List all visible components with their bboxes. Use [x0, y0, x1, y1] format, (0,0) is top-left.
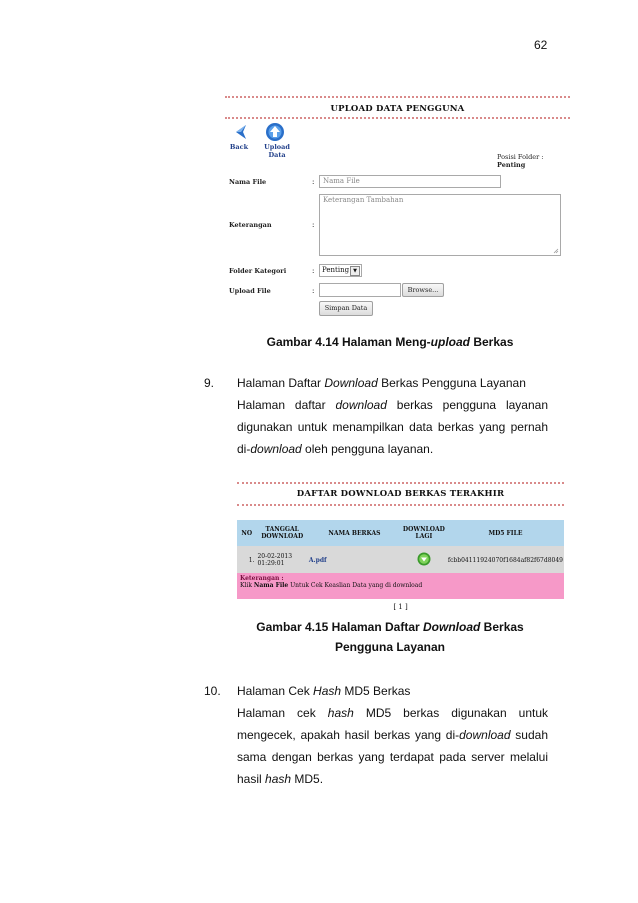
download-list-title: DAFTAR DOWNLOAD BERKAS TERAKHIR	[296, 489, 505, 499]
item-10-text-line: sama dengan berkas yang terdapat pada server melalui	[237, 750, 548, 764]
download-list-figure	[237, 480, 567, 615]
download-icon[interactable]	[417, 552, 431, 566]
nama-file-label: Nama File	[229, 178, 267, 186]
table-header-row	[237, 520, 564, 546]
row-number: 1.	[237, 546, 256, 574]
dotted-divider	[237, 504, 564, 506]
figure-caption-4-15-line2: Pengguna Layanan	[334, 640, 446, 654]
item-10-heading: Halaman Cek Hash MD5 Berkas	[237, 684, 411, 698]
figure-caption-4-14: Gambar 4.14 Halaman Meng-upload Berkas	[266, 335, 514, 349]
pagination[interactable]: [ 1 ]	[393, 603, 408, 611]
upload-icon[interactable]	[265, 122, 285, 142]
keterangan-box	[237, 573, 564, 599]
dotted-divider	[225, 117, 570, 119]
item-10-text-line: mengecek, apakah hasil berkas yang di-download sudah	[237, 728, 548, 742]
column-header: DOWNLOAD LAGI	[401, 520, 447, 546]
keterangan-text: Klik Nama File Untuk Cek Keaslian Data yang di download	[240, 582, 423, 589]
upload-data-link[interactable]: Upload Data	[264, 143, 290, 159]
colon: :	[312, 287, 315, 295]
keterangan-heading: Keterangan :	[240, 575, 284, 582]
folder-kategori-select[interactable]	[319, 264, 362, 277]
item-10-number: 10.	[204, 684, 221, 698]
upload-file-input[interactable]	[319, 283, 401, 297]
table-row	[237, 546, 564, 574]
item-10-text-line: Halaman cek hash MD5 berkas digunakan untuk	[237, 706, 548, 720]
back-link[interactable]: Back	[229, 143, 249, 151]
file-name-link[interactable]: A.pdf	[308, 546, 401, 574]
posisi-folder-value: Penting	[497, 161, 526, 169]
nama-file-input[interactable]: Nama File	[319, 175, 501, 188]
item-10-text-line: hasil hash MD5.	[237, 772, 324, 786]
download-again-cell	[401, 546, 447, 574]
posisi-folder-label: Posisi Folder : Penting	[497, 153, 544, 169]
dotted-divider	[237, 482, 564, 484]
item-9-number: 9.	[204, 376, 215, 390]
column-header: MD5 FILE	[447, 520, 564, 546]
keterangan-label: Keterangan	[229, 221, 272, 229]
row-tanggal: 20-02-2013 01:29:01	[256, 546, 307, 574]
column-header: TANGGAL DOWNLOAD	[256, 520, 307, 546]
download-table	[237, 520, 564, 574]
keterangan-placeholder: Keterangan Tambahan	[323, 196, 404, 204]
browse-button[interactable]: Browse...	[402, 283, 444, 297]
folder-kategori-label: Folder Kategori	[229, 267, 287, 275]
figure-caption-4-15: Gambar 4.15 Halaman Daftar Download Berkas	[256, 620, 524, 634]
upload-file-label: Upload File	[229, 287, 271, 295]
item-9-text-line: digunakan untuk menampilkan data berkas yang pernah	[237, 420, 548, 434]
folder-kategori-value: Penting	[322, 266, 350, 274]
item-9-text-line: Halaman daftar download berkas pengguna layanan	[237, 398, 548, 412]
back-arrow-icon[interactable]	[232, 123, 248, 141]
column-header: NO	[237, 520, 256, 546]
keterangan-textarea[interactable]	[319, 194, 561, 256]
item-9-text-line: di-download oleh pengguna layanan.	[237, 442, 434, 456]
dotted-divider	[225, 96, 570, 98]
upload-form-figure	[225, 96, 570, 321]
chevron-down-icon[interactable]: ▼	[350, 266, 360, 276]
column-header: NAMA BERKAS	[308, 520, 401, 546]
page-number: 62	[534, 38, 548, 52]
colon: :	[312, 221, 315, 229]
row-md5: fcbb04111924070f1684af82f67d8049	[447, 546, 564, 574]
item-9-heading: Halaman Daftar Download Berkas Pengguna Layanan	[237, 376, 526, 390]
upload-title: UPLOAD DATA PENGGUNA	[330, 104, 465, 114]
simpan-data-button[interactable]: Simpan Data	[319, 301, 373, 316]
colon: :	[312, 178, 315, 186]
resize-handle-icon[interactable]	[553, 248, 559, 254]
colon: :	[312, 267, 315, 275]
